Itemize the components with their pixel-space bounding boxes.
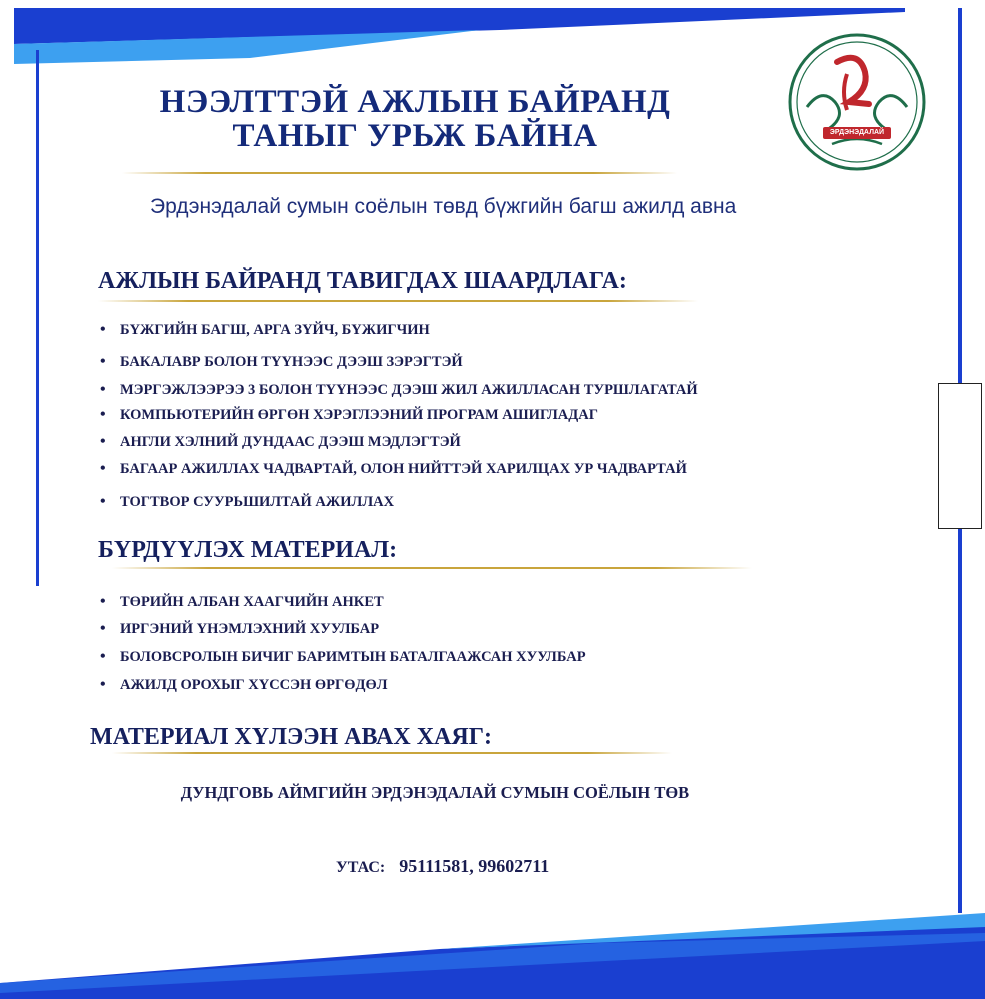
list-item: • БАГААР АЖИЛЛАХ ЧАДВАРТАЙ, ОЛОН НИЙТТЭЙ ХАРИЛЦАХ УР ЧАДВАРТАЙ — [100, 461, 687, 478]
materials-divider — [112, 567, 752, 569]
title-divider — [122, 172, 677, 174]
side-tab — [938, 383, 982, 529]
phone-numbers: 95111581, 99602711 — [399, 856, 550, 876]
list-item: • КОМПЬЮТЕРИЙН ӨРГӨН ХЭРЭГЛЭЭНИЙ ПРОГРАМ АШИГЛАДАГ — [100, 407, 598, 424]
list-item: • БОЛОВСРОЛЫН БИЧИГ БАРИМТЫН БАТАЛГААЖСАН ХУУЛБАР — [100, 649, 586, 666]
list-item: • АЖИЛД ОРОХЫГ ХҮССЭН ӨРГӨДӨЛ — [100, 677, 388, 694]
phone-label: УТАС: — [336, 859, 386, 876]
title-line-2: ТАНЫГ УРЬЖ БАЙНА — [232, 118, 598, 154]
address-divider — [112, 752, 672, 754]
phone-row — [336, 856, 549, 877]
logo-text: ЭРДЭНЭДАЛАЙ — [829, 129, 885, 136]
list-item: • БАКАЛАВР БОЛОН ТҮҮНЭЭС ДЭЭШ ЗЭРЭГТЭЙ — [100, 354, 463, 371]
title-line-1: НЭЭЛТТЭЙ АЖЛЫН БАЙРАНД — [159, 84, 671, 120]
address-heading: МАТЕРИАЛ ХҮЛЭЭН АВАХ ХАЯГ: — [90, 724, 492, 750]
subtitle: Эрдэнэдалай сумын соёлын төвд бүжгийн багш ажилд авна — [150, 195, 737, 218]
bottom-banner — [0, 905, 985, 999]
materials-heading: БҮРДҮҮЛЭХ МАТЕРИАЛ: — [98, 537, 398, 563]
list-item: • МЭРГЭЖЛЭЭРЭЭ 3 БОЛОН ТҮҮНЭЭС ДЭЭШ ЖИЛ АЖИЛЛАСАН ТУРШЛАГАТАЙ — [100, 382, 698, 399]
requirements-divider — [98, 300, 698, 302]
list-item: • ТӨРИЙН АЛБАН ХААГЧИЙН АНКЕТ — [100, 594, 384, 611]
address-text: ДУНДГОВЬ АЙМГИЙН ЭРДЭНЭДАЛАЙ СУМЫН СОЁЛЫН ТӨВ — [180, 783, 690, 802]
list-item: • ИРГЭНИЙ ҮНЭМЛЭХНИЙ ХУУЛБАР — [100, 621, 379, 638]
list-item: • ТОГТВОР СУУРЬШИЛТАЙ АЖИЛЛАХ — [100, 494, 394, 511]
list-item: • БҮЖГИЙН БАГШ, АРГА ЗҮЙЧ, БҮЖИГЧИН — [100, 322, 430, 339]
requirements-heading: АЖЛЫН БАЙРАНД ТАВИГДАХ ШААРДЛАГА: — [98, 268, 627, 294]
list-item: • АНГЛИ ХЭЛНИЙ ДУНДААС ДЭЭШ МЭДЛЭГТЭЙ — [100, 434, 461, 451]
